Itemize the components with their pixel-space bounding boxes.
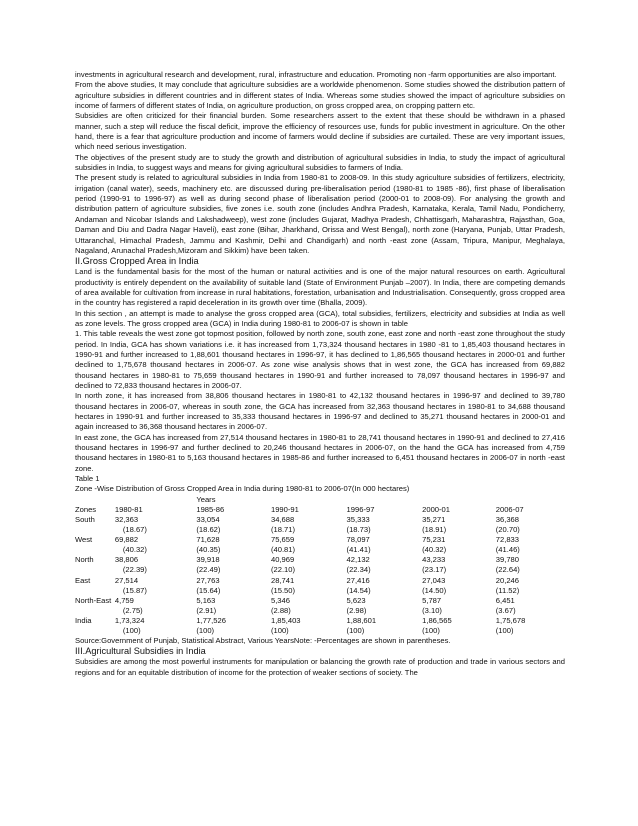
document-page xyxy=(75,70,565,678)
percent-cell: (41.41) xyxy=(346,545,371,555)
percent-cell: (100) xyxy=(122,625,141,635)
value-cell: 28,741 xyxy=(270,575,295,585)
table-caption: Zone -Wise Distribution of Gross Cropped Area in India during 1980-81 to 2006-07(In 000 hectares) xyxy=(75,484,410,494)
paragraph: 1. This table reveals the west zone got topmost position, followed by north zone, south zone, east zone and north -east zone throughout the study period. In India, GCA has shown variations i.e. it has increased from 1,73,324 thousand hectares in 1980 -81 to 1,85,403 thousand hectares in 1990-91 and further increased to 1,88,601 thousand hectares in 1996-97, it has declined to 1,86,565 thousand hectares in 2000-01 and further declined to 1,75,678 thousand hectares in 2006-07. As zone wise analysis shows that in west zone, the GCA has increased from 69,882 thousand hectares in 1980-81 to 75,659 thousand hectares in 1990-91 and further increased to 78,097 thousand hectares in 1996-97 and declined to 72,833 thousand hectares in 2006-07. xyxy=(75,329,565,390)
percent-cell: (41.46) xyxy=(495,545,520,555)
percent-cell: (11.52) xyxy=(495,585,520,595)
percent-cell: (2.91) xyxy=(196,605,217,615)
table-row-percent xyxy=(75,545,553,555)
gca-table xyxy=(75,495,553,636)
paragraph: Land is the fundamental basis for the most of the human or natural activities and is one of the major natural resources on earth. Agricultural productivity is entirely dependent on the availability of suitable land (State of Environment Punjab –2007). In India, there are competing demands of area available for cultivation from increase in rural habitations, forestation, urbanisation and Industrialisation. Consequently, gross cropped area in the country has registered a rapid deceleration in its growth over time (Bhalla, 2009). xyxy=(75,267,565,308)
value-cell: 1,86,565 xyxy=(422,615,452,625)
zone-cell: North-East xyxy=(75,595,112,605)
value-cell: 71,628 xyxy=(196,535,220,545)
value-cell: 27,763 xyxy=(196,575,220,585)
paragraph: investments in agricultural research and development, rural, infrastructure and education. Promoting non -farm opportunities are also important. xyxy=(75,70,557,79)
value-cell: 1,75,678 xyxy=(495,615,526,625)
paragraph: In this section , an attempt is made to analyse the gross cropped area (GCA), total subsidies, fertilizers, electricity and subsidies at India as well as zone levels. The gross cropped area (GCA) in India during 1980-81 to 2006-07 is shown in table xyxy=(75,308,565,328)
paragraph: The present study is related to agricultural subsidies in India from 1980-81 to 2008-09. In this study agriculture subsidies of fertilizers, electricity, irrigation (canal water), seeds, machinery etc. are discussed during pre-liberalisation period (1980-81 to 1985 -86), first phase of liberalisation period (1990-91 to 1996-97) as well as during second phase of liberalisation period (2000-01 to 2008-09). For analysing the growth and distribution pattern of agriculture subsidies, five zones i.e. south zone (includes Andhra Pradesh, Karnataka, Kerala, Tamil Nadu, Pondicherry, Andaman and Nicobar Islands and Lakshadweep), west zone (includes Gujarat, Madhya Pradesh, Chhattisgarh, Maharashtra, Rajasthan, Goa, Daman and Diu and Dadra Nagar Haveli), east zone (Bihar, Jharkhand, Orissa and West Bengal), north zone (Haryana, Punjab, Uttar Pradesh, Uttaranchal, Himachal Pradesh, Jammu and Kashmir, Delhi and Chandigarh) and north -east zone (Assam, Tripura, Manipur, Meghalaya, Nagaland, Arunachal Pradesh,Mizoram and Sikkim) have been taken. xyxy=(75,173,565,255)
value-cell: 33,054 xyxy=(196,514,220,524)
header-cell: 1990-91 xyxy=(270,504,299,514)
percent-cell: (100) xyxy=(270,625,289,635)
table-row xyxy=(75,555,553,565)
value-cell: 27,514 xyxy=(114,575,139,585)
percent-cell: (18.62) xyxy=(196,525,221,535)
header-cell: 1985-86 xyxy=(196,504,225,514)
table-row-percent xyxy=(75,586,553,596)
table-row xyxy=(75,535,553,545)
value-cell: 27,043 xyxy=(422,575,446,585)
percent-cell: (18.71) xyxy=(270,525,296,535)
value-cell: 1,73,324 xyxy=(114,615,145,625)
value-cell: 6,451 xyxy=(495,595,515,605)
percent-cell: (2.75) xyxy=(122,605,143,615)
value-cell: 35,333 xyxy=(346,514,370,524)
value-cell: 40,969 xyxy=(270,555,295,565)
value-cell: 38,806 xyxy=(114,555,139,565)
value-cell: 75,231 xyxy=(422,535,446,545)
section-heading-gross-cropped-area: II.Gross Cropped Area in India xyxy=(75,256,199,267)
table-source-note: Source:Government of Punjab, Statistical Abstract, Various YearsNote: -Percentages are shown in parentheses. xyxy=(75,636,451,646)
value-cell: 20,246 xyxy=(495,575,519,585)
paragraph: In east zone, the GCA has increased from 27,514 thousand hectares in 1980-81 to 28,741 thousand hectares in 1990-91 and declined to 27,416 thousand hectares in 1996-97 and further declined to 20,246 thousand hectares in 2006-07, on the hand the GCA has increased from 4,759 thousand hectares in 1980-81 to 5,163 thousand hectares in 1985-86 and further increased to 6,451 thousand hectares in 2006-07 in north -east zone. xyxy=(75,432,565,473)
percent-cell: (15.50) xyxy=(270,585,296,595)
percent-cell: (100) xyxy=(196,625,215,635)
value-cell: 5,346 xyxy=(270,595,290,605)
value-cell: 43,233 xyxy=(422,555,446,565)
percent-cell: (40.81) xyxy=(270,545,296,555)
percent-cell: (22.49) xyxy=(196,565,221,575)
table-label: Table 1 xyxy=(75,474,100,484)
section-heading-agricultural-subsidies: III.Agricultural Subsidies in India xyxy=(75,646,206,657)
header-cell: Zones xyxy=(75,504,97,514)
header-cell: 2006-07 xyxy=(495,504,524,514)
value-cell: 35,271 xyxy=(422,514,446,524)
value-cell: 27,416 xyxy=(346,575,370,585)
paragraph: Subsidies are often criticized for their financial burden. Some researchers assert to the extent that these should be withdrawn in a phased manner, such a step will reduce the fiscal deficit, improve the efficiency of resources use, funds for public investment in agriculture. On the other hand, there is a fear that agriculture production and income of farmers would decline if subsidies are curtailed. These are very important issues, which need serious investigation. xyxy=(75,111,565,152)
value-cell: 78,097 xyxy=(346,535,370,545)
header-cell: 1980-81 xyxy=(114,504,143,514)
percent-cell: (18.73) xyxy=(346,525,371,535)
value-cell: 4,759 xyxy=(114,595,134,605)
value-cell: 39,918 xyxy=(196,555,220,565)
value-cell: 34,688 xyxy=(270,514,295,524)
percent-cell: (15.64) xyxy=(196,585,221,595)
value-cell: 39,780 xyxy=(495,555,519,565)
table-1 xyxy=(75,474,565,646)
subsidies-section xyxy=(75,657,565,678)
zone-cell: India xyxy=(75,615,92,625)
paragraph: In north zone, it has increased from 38,806 thousand hectares in 1980-81 to 42,132 thousand hectares in 1996-97 and declined to 39,780 thousand hectares in 2006-07, whereas in south zone, the GCA has increased from 32,363 thousand hectares in 1980-81 to 34,688 thousand hectares in 1990-91 and further increased to 35,333 thousand hectares in 1996-97 and declined to 35,271 thousand hectares in 2000-01 and again increased to 36,368 thousand hectares in 2006-07. xyxy=(75,391,565,432)
table-row-percent xyxy=(75,525,553,535)
percent-cell: (15.87) xyxy=(122,585,147,595)
value-cell: 1,88,601 xyxy=(346,615,377,625)
table-row xyxy=(75,596,553,606)
value-cell: 5,787 xyxy=(422,595,442,605)
value-cell: 36,368 xyxy=(495,514,519,524)
table-row-percent xyxy=(75,565,553,575)
value-cell: 69,882 xyxy=(114,535,139,545)
header-cell: 1996-97 xyxy=(346,504,375,514)
percent-cell: (22.10) xyxy=(270,565,296,575)
value-cell: 72,833 xyxy=(495,535,519,545)
value-cell: 32,363 xyxy=(114,514,139,524)
zone-cell: West xyxy=(75,535,93,545)
percent-cell: (2.98) xyxy=(346,605,367,615)
paragraph: From the above studies, It may conclude that agriculture subsidies are a worldwide phenomenon. Some studies showed the distribution pattern of agriculture subsidies in different countries and in different states of India. Whereas some studies showed the impact of agriculture subsidies on income of farmers of different states of India, on agriculture production, on gross cropped area, on cropping pattern etc. xyxy=(75,80,565,111)
percent-cell: (14.54) xyxy=(346,585,371,595)
value-cell: 5,163 xyxy=(196,595,216,605)
percent-cell: (22.39) xyxy=(122,565,147,575)
percent-cell: (3.10) xyxy=(422,605,442,615)
paragraph: The objectives of the present study are to study the growth and distribution of agricultural subsidies in India, to study the impact of agricultural subsidies in India, to suggest ways and means for giving agricultural subsidies to farmers of India. xyxy=(75,152,565,173)
percent-cell: (22.34) xyxy=(346,565,371,575)
table-row xyxy=(75,515,553,525)
table-header-row xyxy=(75,505,553,515)
percent-cell: (100) xyxy=(346,625,365,635)
table-row-percent xyxy=(75,626,553,636)
percent-cell: (3.67) xyxy=(495,605,516,615)
table-years-row xyxy=(75,495,553,505)
percent-cell: (14.50) xyxy=(422,585,447,595)
years-label: Years xyxy=(196,494,216,504)
value-cell: 1,85,403 xyxy=(270,615,301,625)
intro-section xyxy=(75,70,565,256)
percent-cell: (18.91) xyxy=(422,525,447,535)
zone-cell: South xyxy=(75,514,95,524)
percent-cell: (40.32) xyxy=(122,545,147,555)
value-cell: 5,623 xyxy=(346,595,366,605)
gca-section xyxy=(75,267,565,474)
percent-cell: (2.88) xyxy=(270,605,291,615)
value-cell: 42,132 xyxy=(346,555,370,565)
percent-cell: (20.70) xyxy=(495,525,520,535)
percent-cell: (100) xyxy=(495,625,514,635)
table-row xyxy=(75,576,553,586)
percent-cell: (40.32) xyxy=(422,545,447,555)
table-row xyxy=(75,616,553,626)
percent-cell: (22.64) xyxy=(495,565,520,575)
zone-cell: East xyxy=(75,575,91,585)
header-cell: 2000-01 xyxy=(422,504,450,514)
paragraph: Subsidies are among the most powerful instruments for manipulation or balancing the growth rate of production and trade in various sectors and regions and for an equitable distribution of income for the protection of weaker sections of society. The xyxy=(75,657,565,677)
percent-cell: (40.35) xyxy=(196,545,221,555)
percent-cell: (100) xyxy=(422,625,440,635)
table-row-percent xyxy=(75,606,553,616)
value-cell: 1,77,526 xyxy=(196,615,226,625)
zone-cell: North xyxy=(75,555,94,565)
percent-cell: (18.67) xyxy=(122,525,147,535)
value-cell: 75,659 xyxy=(270,535,295,545)
percent-cell: (23.17) xyxy=(422,565,447,575)
